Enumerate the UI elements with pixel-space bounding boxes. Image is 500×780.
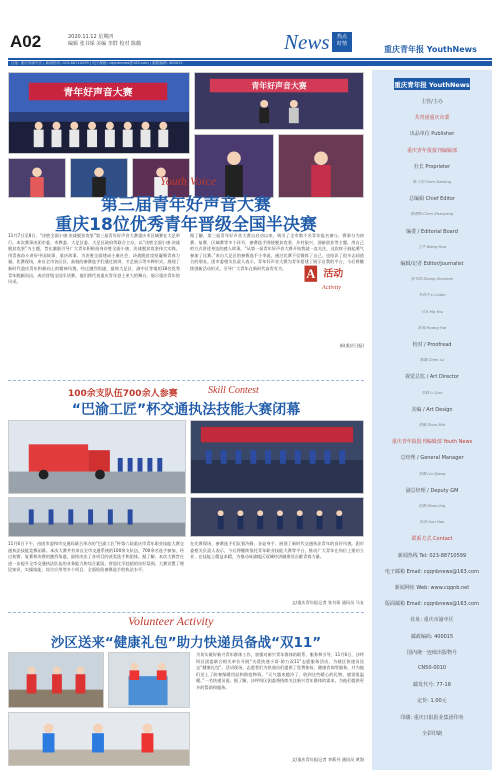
sidebar-credit-row (372, 552, 492, 559)
sidebar-credit-row (372, 390, 492, 396)
article3-photo-checkup (8, 712, 190, 766)
sidebar-credit-row (372, 244, 492, 250)
sidebar-credit-name: 王华 Wang Hua (417, 243, 447, 249)
sidebar-credit-label: 主管/主办 (421, 99, 443, 105)
sidebar-credit-label: 社址: 重庆市渝中区 (410, 617, 454, 624)
activity-badge-cn: 活动 (323, 268, 344, 280)
masthead-logo (382, 44, 488, 54)
sidebar-credit-label: 国内统一连续出版物号 (406, 649, 457, 656)
sidebar-credit-row (372, 616, 492, 623)
section-box: 热点 时情 (332, 32, 352, 52)
sidebar-credit-row (372, 114, 492, 121)
sidebar-credit-label: 邮政编码: 400015 (410, 633, 454, 640)
sidebar-credit-name: 赵静 Zhao Jing (418, 503, 446, 508)
article3-body: 为切实做好新兴青年群体工作，加强对新兴青年群体的联系、服务和引导，11月6日，沙坪坝区团委联合相关单位开展“关爱快递小哥·助力双11”志愿服务活动，为辖区快递员送去“健康礼包”。活动现场，志愿者们为快递员们提供了免费体检、健康咨询等服务，并为他们送上了防寒保暖用品和防疫物资。“天气越来越冷了，收到这些暖心的礼物，感觉很温暖。”一名快递员说。据了解，沙坪坝区团委将持续关注新兴青年群体的需求，为他们提供更多的帮助和服务。 (196, 652, 364, 690)
sidebar-credit-name: 陈朝阳 Chen Zhaoyang (410, 211, 454, 217)
sidebar-credit-row (372, 697, 492, 704)
article3-tag-en: Volunteer Activity (128, 614, 214, 628)
sidebar-credit-row (372, 487, 492, 494)
sidebar-logo-text: 重庆青年报 YouthNews (394, 81, 470, 89)
sidebar-credit-row (372, 665, 492, 671)
article1-credit: 新(重庆日报) (339, 343, 364, 348)
article2-body-left: 11月6日下午，由团市委和市交通局联合举办的“巴渝工匠”杯第六届重庆市青年职业技能大赛交通执法技能竞赛闭幕。本次大赛共有来自全市交通系统的100余支队伍、700余名选手参加，经过初赛、复赛和决赛的激烈角逐，最终决出了各项目的获奖选手和团体。据了解，本次大赛旨在进一步提升全市交通执法队伍的业务能力和综合素质，营造比学赶超的良好氛围。大赛设置了理论知识、实操技能、综合应用等多个项目，全面检验参赛选手的执法水平。 (8, 541, 184, 573)
sidebar-credit-label: 联系方式 Contact (411, 536, 453, 543)
sidebar-credit-row (372, 584, 492, 591)
sidebar-credit-row (372, 422, 492, 428)
sidebar-credit-row (372, 471, 492, 477)
article2-credit: 文/重庆青年报记者 张书琛 通讯员 马友 (291, 600, 364, 605)
sidebar-credit-row (372, 211, 492, 217)
page-number: A02 (10, 32, 42, 51)
header-rule (8, 58, 492, 60)
section-news-word: News (284, 30, 330, 54)
sidebar-credit-label: 新闻网址 Web: www.cqqnb.net (394, 585, 470, 591)
issue-date: 2020.11.12 星期四 (68, 34, 114, 40)
article2-photo-field (8, 497, 186, 537)
sidebar-credit-label: 视觉总监 / Art Director (405, 374, 459, 381)
sidebar-credit-label: 编委 / Editorial Board (406, 228, 458, 235)
sidebar-credit-row (372, 130, 492, 137)
sidebar-credit-label: 社长 Proprieter (413, 163, 451, 170)
article1-body-left: 11月7日至8日，“决胜全面小康·决战脱贫攻坚”第三届青年好声音大赛重庆市区域赛在大足举行。本次赛事由团市委、市教委、大足区委、大足区政府等联合主办，以“决胜全面小康·决战脱贫攻坚”为主题，旨在激励引导广大青年积极投身决胜全面小康、决战脱贫攻坚伟大实践，用青春奋斗讲好中国故事、重庆故事，为决胜全面建成小康社会、决战脱贫攻坚凝聚青春力量。比赛现场，来自全市各区县、高校的参赛选手们通过演讲、才艺展示等多种形式，展现了新时代重庆青年积极向上的精神风貌。经过激烈角逐，最终大足区、渝中区等地的18名优秀青年脱颖而出，成功晋级全国半决赛。他们将代表重庆青年登上更大的舞台，展示重庆青年的风采。 (8, 233, 180, 285)
article3-photo-volunteers (8, 652, 104, 708)
issue-editors: 编辑 张书琛 美编 李群 校对 陈璐 (68, 41, 141, 47)
sidebar-credit-label: 版面邮箱 Email: cqqnbnews@163.com (385, 601, 479, 608)
article3-photo-gifts (108, 652, 190, 708)
article1-title-line1: 第三届青年好声音大赛 (101, 195, 271, 215)
masthead-text: 重庆青年报 YouthNews (384, 45, 477, 54)
sidebar-credit-label: 出品单位 Publisher (409, 131, 455, 138)
sidebar-credit-row (372, 98, 492, 105)
divider-2 (8, 612, 364, 613)
sidebar-credit-row (372, 179, 492, 185)
sidebar-credit-label: 重庆青年报报刊编辑部 (406, 147, 457, 154)
article2-kicker: 100余支队伍700余人参赛 (68, 389, 178, 399)
sidebar-credit-row (372, 454, 492, 461)
sidebar-credit-label: 邮发代号: 77-18 (413, 682, 451, 689)
article3-title: 沙区送来“健康礼包”助力快递员备战“双11” (50, 635, 322, 651)
sidebar-credit-label: 副总经理 / Deputy GM (405, 487, 459, 494)
sidebar-credit-name: 刘强 Liu Qiang (418, 470, 446, 476)
stage-banner-text: 青年好声音大赛 (63, 87, 133, 99)
sidebar-credit-row (372, 195, 492, 202)
sidebar-credit-row (372, 163, 492, 170)
sidebar-credit-row (372, 260, 492, 267)
sidebar-credit-label: 重庆青年报报刊编辑部 Youth News (391, 439, 473, 446)
sidebar-credit-row (372, 309, 492, 315)
sidebar-credit-label: 定价: 1.00元 (417, 698, 447, 705)
sidebar-credit-row (372, 357, 492, 363)
page-header (0, 0, 500, 65)
sidebar-credit-row (372, 406, 492, 413)
sidebar-masthead-box (372, 70, 492, 770)
sidebar-credit-label: 编辑/记者 Editor/Journalist (400, 261, 464, 267)
article2-photo-hall (190, 420, 364, 494)
header-info-strip: 社址: 重庆市渝中区 | 新闻热线: 023-88710599 | 电子邮箱: cqqnbnews@163.com | 邮政编码: 400015 (8, 61, 492, 66)
sidebar-credit-name: 李群 Li Qun (421, 389, 443, 395)
sidebar-credit-row (372, 600, 492, 607)
sidebar-credit-name: 马友 Ma You (420, 308, 444, 314)
sidebar-logo (394, 78, 470, 90)
article2-title: “巴渝工匠”杯交通执法技能大赛闭幕 (71, 402, 301, 418)
sidebar-credit-label: 电子邮箱 Email: cqqnbnews@163.com (385, 568, 479, 575)
sidebar-credit-row (372, 276, 492, 282)
article3-credit: 文/重庆青年报记者 李莉丹 通讯员 黄海 (291, 757, 364, 762)
sidebar-credit-row (372, 633, 492, 640)
sidebar-credit-row (372, 292, 492, 298)
sidebar-credit-row (372, 519, 492, 525)
article1-title-line2: 重庆18位优秀青年晋级全国半决赛 (55, 215, 317, 235)
article2-photo-trucks (8, 420, 186, 494)
sidebar-credit-label: 总编辑 Chief Editor (409, 196, 455, 203)
svg-text:A: A (306, 267, 316, 282)
sidebar-credit-row (372, 535, 492, 542)
issue-meta (68, 34, 178, 48)
sidebar-credit-row (372, 373, 492, 380)
sidebar-credit-name: 周敏 Zhou Min (418, 422, 446, 427)
sidebar-credit-name: 陈大明 Chen Daming (412, 179, 452, 184)
sidebar-credit-label: 全彩印刷 (421, 730, 442, 737)
article1-photo-singer-5 (278, 134, 364, 198)
sidebar-credit-row (372, 147, 492, 154)
sidebar-credit-name: 张书琛 Zhang Shuchen (410, 276, 454, 282)
article2-body-right: 在比赛现场，参赛选手们沉着冷静、各显身手，展现了新时代交通执法青年的良好风貌。团市委相关负责人表示，今后将继续依托青年职业技能大赛等平台，推动广大青年在岗位上建功立业、在技能上精益求精，为推动成渝地区双城经济圈建设贡献青春力量。 (190, 541, 364, 560)
article1-photo-main (8, 72, 190, 154)
sidebar-credit-row (372, 714, 492, 721)
activity-badge-en: Activity (321, 284, 342, 291)
sidebar-credit-label: 印刷: 重庆日报报业集团印务 (400, 714, 464, 721)
sidebar-credit-label: 美编 / Art Design (411, 406, 453, 413)
article2-photo-award (190, 497, 364, 537)
sidebar-credit-row (372, 568, 492, 575)
sidebar-credit-row (372, 503, 492, 509)
stage-banner-text-2: 青年好声音大赛 (251, 81, 307, 91)
article2-tag-en: Skill Contest (208, 385, 259, 396)
sidebar-credit-row (372, 325, 492, 331)
activity-badge (292, 262, 362, 298)
sidebar-credit-name: 陈璐 Chen Lu (419, 357, 445, 363)
article1-tag-en: Youth Voice (160, 174, 216, 188)
sidebar-credit-row (372, 438, 492, 445)
sidebar-credit-label: 校对 / Proofread (412, 342, 452, 348)
article1-body-right: 据了解，第三届青年好声音大赛自启动以来，吸引了全市数千名青年报名参与。赛事分为初赛、复赛、区域赛等多个环节，参赛选手围绕脱贫攻坚、乡村振兴、创新创业等主题，用自己的方式讲述身边的感人故事。“从第一届青年好声音大赛开始我就一直关注，这次终于鼓起勇气参加了比赛。”来自大足区的参赛选手小李说，通过比赛不仅锻炼了自己，也结识了很多志同道合的朋友。团市委相关负责人表示，青年好声音大赛为青年搭建了展示自我的平台，今后将继续创新活动形式，引导广大青年在新时代奋发有为。 (190, 233, 364, 271)
sidebar-credit-row (372, 649, 492, 656)
sidebar-credit-label: CN50-0010 (417, 665, 447, 671)
sidebar-credit-label: 共青团重庆市委 (414, 115, 450, 122)
sidebar-credit-row (372, 681, 492, 688)
sidebar-credit-row (372, 341, 492, 348)
sidebar-credit-name: 李莉丹 Li Lidan (418, 292, 446, 298)
sidebar-credit-row (372, 730, 492, 737)
article1-photo-stage (194, 72, 364, 130)
sidebar-credit-name: 孙浩 Sun Hao (419, 519, 445, 525)
sidebar-credit-label: 总经理 / General Manager (400, 455, 464, 462)
divider-1 (8, 380, 364, 381)
sidebar-credit-row (372, 228, 492, 235)
sidebar-credit-name: 黄海 Huang Hai (417, 324, 447, 330)
sidebar-credit-label: 新闻热线 Tel: 023-88710599 (397, 552, 467, 559)
